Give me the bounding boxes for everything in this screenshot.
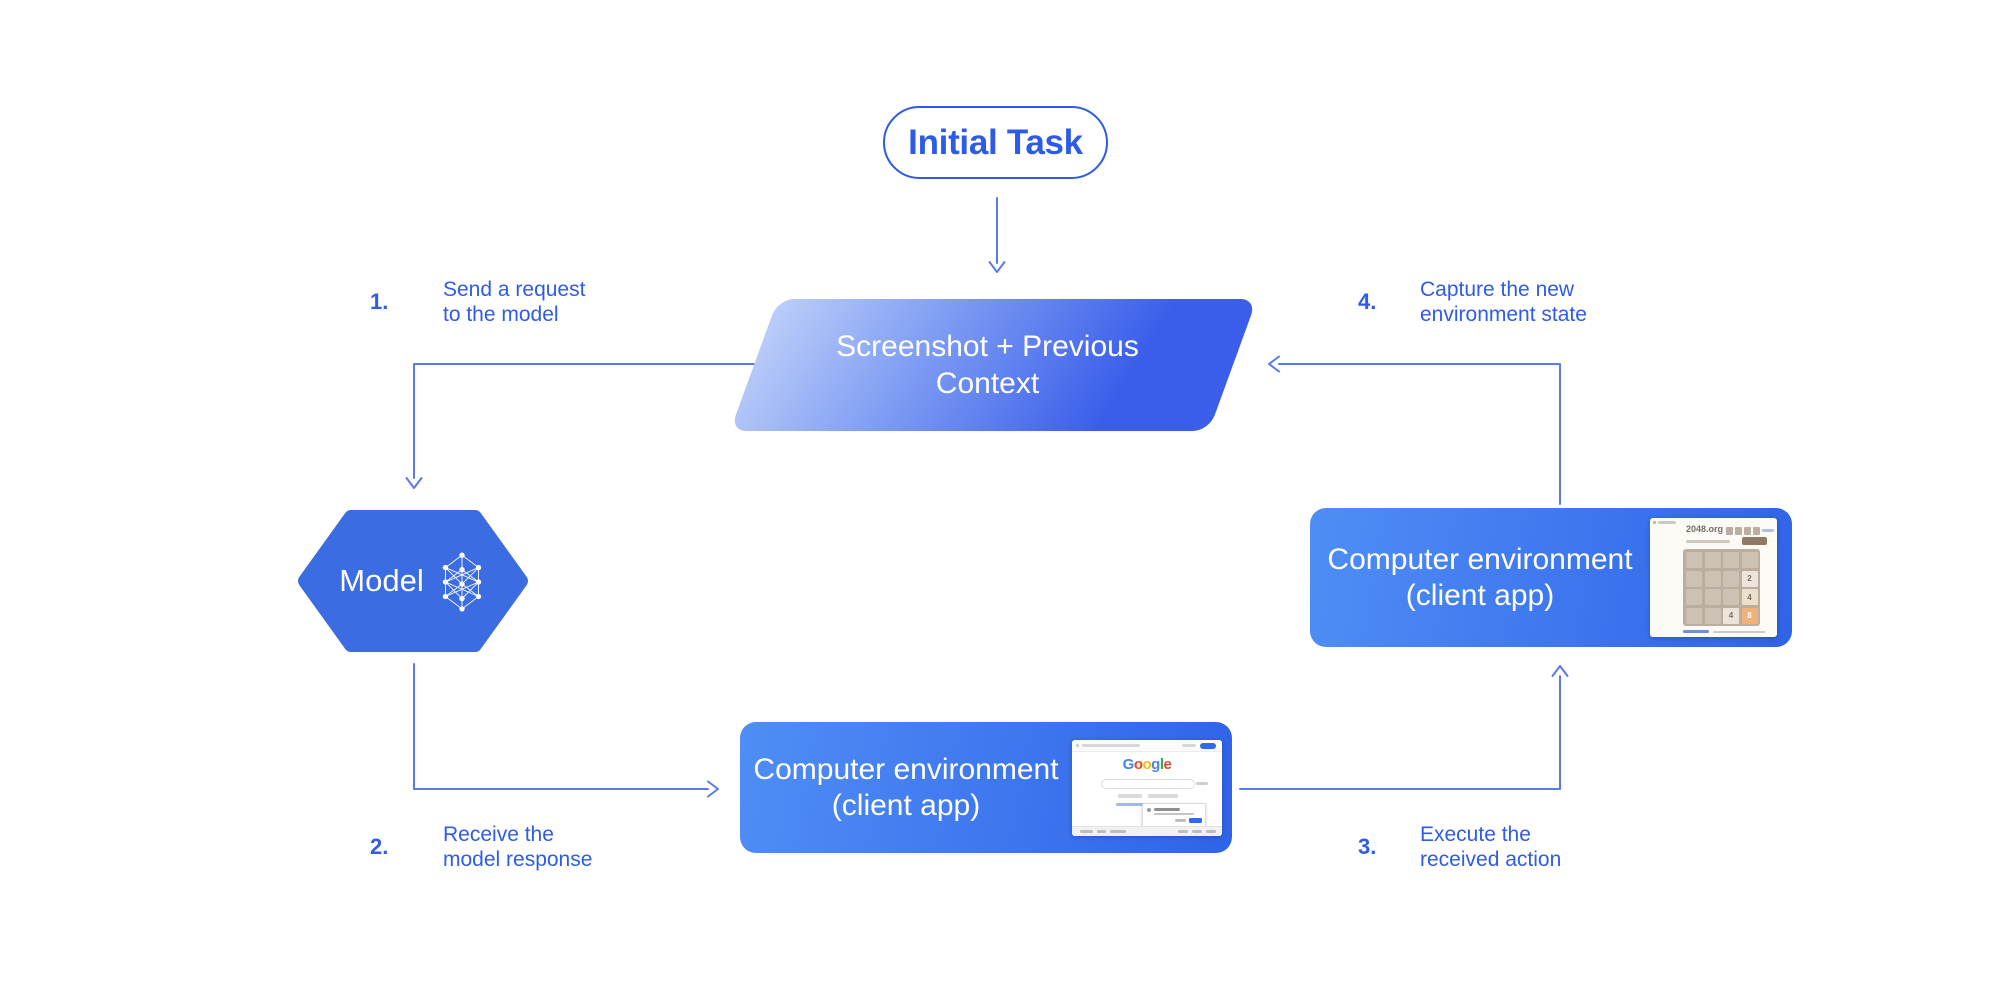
tab-favicon	[1076, 744, 1079, 747]
screenshot-context-label-line1: Screenshot + Previous	[836, 330, 1139, 363]
step-2-label: Receive the model response	[443, 823, 593, 871]
signin-dialog	[1142, 803, 1206, 827]
url-bar	[1082, 744, 1140, 747]
new-game-button	[1742, 537, 1767, 545]
subtitle-text-bar	[1686, 540, 1730, 543]
env-bottom-label-line2: (client app)	[831, 788, 981, 822]
how-to-play-link-bar	[1683, 630, 1709, 633]
dialog-icon	[1147, 808, 1151, 812]
feeling-lucky-button	[1148, 794, 1178, 798]
tile-4: 4	[1723, 608, 1739, 624]
step-4-label: Capture the new environment state	[1420, 278, 1587, 326]
step-4-number: 4.	[1358, 289, 1377, 314]
screenshot-context-node	[730, 299, 1257, 431]
connector-env-right-to-screenshot	[1279, 364, 1560, 504]
profile-pill-button	[1200, 743, 1216, 749]
site-title: 2048.org	[1686, 524, 1724, 534]
score-box	[1726, 527, 1733, 535]
initial-task-label: Initial Task	[908, 122, 1083, 162]
model-label: Model	[339, 563, 424, 598]
footer-link-bar	[1097, 830, 1106, 833]
connector-model-to-env-bottom	[414, 664, 708, 789]
step-3-label: Execute the received action	[1420, 823, 1562, 871]
env-right-label-line1: Computer environment	[1327, 542, 1633, 576]
step-3-number: 3.	[1358, 834, 1377, 859]
game-grid	[1683, 549, 1760, 626]
env-bottom-node	[740, 722, 1232, 853]
game-2048-screenshot	[1650, 518, 1777, 637]
arrowhead-down-icon	[990, 262, 1005, 272]
model-node	[298, 509, 528, 653]
footer-link-bar	[1110, 830, 1126, 833]
search-input	[1101, 779, 1195, 789]
env-right-label-line2: (client app)	[1405, 578, 1555, 612]
initial-task-node	[883, 106, 1108, 179]
dialog-text-bar	[1154, 813, 1194, 815]
footer-bar	[1072, 826, 1222, 836]
tile-8: 8	[1742, 608, 1758, 624]
footer-link-bar	[1178, 830, 1188, 833]
dialog-title-bar	[1154, 808, 1180, 811]
step-1-label: Send a request to the model	[443, 278, 586, 326]
footer-link-bar	[1192, 830, 1202, 833]
arrowhead-up-icon	[1553, 666, 1568, 676]
google-logo: Google	[1122, 756, 1172, 773]
tile-4: 4	[1742, 589, 1758, 605]
connector-env-bottom-to-env-right	[1240, 676, 1560, 789]
arrowhead-left-icon	[1269, 357, 1279, 372]
step-2-number: 2.	[370, 834, 389, 859]
env-right-node	[1310, 508, 1792, 647]
google-search-button	[1118, 794, 1142, 798]
score-box	[1744, 527, 1751, 535]
footer-link-bar	[1206, 830, 1216, 833]
footer-text-bar	[1713, 631, 1765, 634]
env-bottom-label-line1: Computer environment	[753, 752, 1059, 786]
dialog-cancel-button	[1175, 819, 1186, 822]
neural-network-icon	[437, 550, 487, 612]
tile-2: 2	[1742, 571, 1758, 587]
tab-favicon	[1653, 521, 1656, 524]
step-1-number: 1.	[370, 289, 389, 314]
google-search-screenshot	[1072, 740, 1222, 836]
footer-link-bar	[1080, 830, 1093, 833]
arrowhead-down-icon	[407, 478, 422, 488]
score-box	[1735, 527, 1742, 535]
header-link-bar	[1762, 529, 1774, 532]
browser-toolbar	[1072, 740, 1222, 752]
arrowhead-right-icon	[708, 782, 718, 797]
screenshot-context-label-line2: Context	[935, 367, 1040, 400]
toolbar-text-bar	[1182, 744, 1196, 747]
dialog-confirm-button	[1189, 818, 1202, 823]
search-side-text-bar	[1196, 782, 1208, 785]
score-box	[1753, 527, 1760, 535]
connector-screenshot-to-model	[414, 364, 760, 478]
tab-title-bar	[1658, 521, 1676, 524]
